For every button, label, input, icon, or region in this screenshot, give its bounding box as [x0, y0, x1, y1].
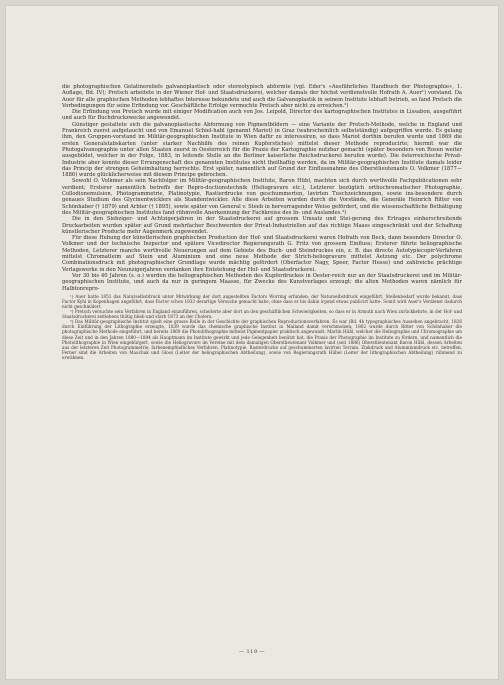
document-page [6, 6, 498, 679]
paragraph-2: Die Erfindung von Pretsch wurde mit einiger Modification auch von Jos. Leipold, Director des kartographischen Institutes in Lissabon, ausgeführt und auch für Buchdruckzwecke angewendet. [62, 109, 462, 122]
main-text-block [62, 84, 462, 360]
paragraph-7: Vor 30 bis 40 Jahren (s. o.) wurden die heliographischen Methoden des Kupferdruckes in Oester-reich nur an der Staatsdruckerei und im Militär-geographischen Institute, und auch da nur in geringem Maasse, für Zwecke des Kunstverlages erzeugt; die alten Methoden waren nämlich für Halbtonrepro- [62, 272, 462, 292]
paragraph-1: die photographischen Gelatinereliefs galvanoplastisch oder stereotypisch abformte (vgl. Eder's »Ausführliches Handbuch der Photographie«, 1. Auflage, Bd. IV); Pretsch arbeitete in der Wiener Hof- und Staatsdruckerei, welcher damals der höchst verdienstvolle Hofrath A. Auer¹) vorstand. Da Auer für alle graphischen Methoden lebhaftes Interesse bekundete und auch die Galvanoplastik in seinem Institute lebhaft betrieb, so fand Pretsch die Vorbedingungen für seine Erfindung vor. Geschäftliche Erfolge vermochte Pretsch aber nicht zu erreichen.²) [62, 84, 462, 109]
paragraph-5: Die in den Siebziger- und Achtzigerjahren in der Staatsdruckerei auf grossem Umsatz und Stei-gerung des Ertrages einherschreitende Druckarbeiten wurden später auf Grund mehrfacher Beschwerden der Privat-Industriellen auf das richtige Maass eingeschränkt und der Schaffung künstlerischer Producte mehr Augenmerk zugewendet. [62, 216, 462, 235]
footnote-2: ²) Pretsch versuchte sein Verfahren in England einzuführen, scheiterte aber dort an den geschäftlichen Schwierigkeiten, so dass er in Armuth nach Wien zurückkehrte, in der Hof- und Staatsdruckerei zeitlebens thätig blieb und starb 1873 an der Cholera. [62, 309, 462, 320]
paragraph-6: Für diese Hebung der künstlerischen graphischen Production der Hof- und Staatsdruckerei waren Hofrath von Beck, dann besonders Director O. Volkmer und der technische Inspector und spätere Vicedirector Regierungsrath G. Fritz von grossem Einfluss; Ersterer führte heliographische Methoden, Letzterer manche werthvolle Neuerungen auf dem Gebiete des Buch- und Steindruckes ein, z. B. das directe Autotypiecopir-Verfahren mittelst Chromatleim auf Stein und Aluminium und eine neue Methode der Strich-heliogravure mittelst Aetzung etc. Der polychrome Combinationsdruck mit photographischer Grundlage wurde mächtig gefördert (Oberfactor Nagy, Speer, Factor Hesse) und zahlreiche prächtige Verlagswerke in den Neunzigerjahren verdanken ihre Entstehung der Hof- und Staatsdruckerei. [62, 235, 462, 273]
corner-mark [480, 668, 494, 675]
paragraph-4: Sowohl O. Volkmer als sein Nachfolger im Militär-geographischen Institute, Baron Hübl, machten sich durch werthvolle Fachpublicationen sehr verdient; Ersterer namentlich betreffs der Repro-ductionstechnik (Heliogravure etc.), Letzterer bezüglich orthochromatischer Photographie, Collodionemulsion, Photogrammetrie, Platinotypie, Rastierdrucke von geschummerten, lavirten Tuschzeichnungen, sowie ins-besondere durch genaues Studium des Glycinentwicklers als Standentwickler. Alle diese Arbeiten wurden durch die Vorstände, die Generäle Heinrich Ritter von Schönhaber († 1879) und Arbter († 1895), sowie später von General v. Steeb in hervorragender Weise gefördert, und die wissenschaftliche Bethätigung des Militär-geographischen Institutes fand rühmvolle Anerkennung der Fachkreise des In- und Auslandes.³) [62, 178, 462, 216]
footnotes [62, 294, 462, 360]
footnote-1: ¹) Auer hatte 1851 das Naturselbstdruck unter Mitwirkung der dort angestellten Factors Worring erfunden; der Naturselbstdruck eingeführt, Stellenbedarf wurde bekannt, dass Factor Kyhl in Kopenhagen angeführt, dass Factor schon 1833 derartige Versuche gemacht habe, ohne dass er bis dahin irgend etwas publicirt hatte. Somit wird Auer's Verdienst dadurch nicht geschmälert. [62, 293, 462, 309]
paragraph-3: Günstiger gestaltete sich die galvanoplastische Abformung von Pigmentbildern — eine Variante der Pretsch-Methode, welche in England und Frankreich zuerst aufgetaucht und von Emanuel Schiel-habl (genannt Mariot) in Graz (wahrscheinlich selbstständig) aufgegriffen wurde. Es gelang ihm, den Gruppen-vorstand im Militär-geographischen Institute in Wien dafür zu interessiren, so dass Mariot dorthin berufen wurde und 1869 die ersten Generalstabskarten (unter starker Nachhilfe des reinen Kupferstiches) mittelst dieser Methode reproducirte; hiermit war die Photogalvanographie unter allen Staaten zuerst in Oesterreich für die Praxis der Kartographie nutzbar gemacht (später besonders von Rosen weiter ausgebildet, welcher in der Folge, 1883, in leitende Stelle an die Berliner kaiserliche Reichsdruckerei berufen wurde). Die österreichische Privat-Industrie aber konnte dieser Errungenschaft des genannten Institutes nicht theilhaftig werden, da im Militär-geographischen Institute damals leider das Princip der strengen Geheimhaltung herrschte. Erst später, namentlich auf Grund der Einflussnahme des Oberstlieutenants O. Volkmer (1877—1886) wurde glücklicherweise mit diesem Principe gebrochen. [62, 121, 462, 179]
page-number: — 119 — [238, 649, 266, 655]
footnote-3: ³) Das Militär-geographische Institut spielt eine grosse Rolle in der Geschichte der graphischen Reproductionsverfahren. Es war (Bd. 4b typographisches Aussehen angebracht, 1826 durch Einführung der Lithographie erzeugte, 1839 wurde das chemische graphische Institut in Mailand damit verschmolzen; 1862 wurde durch Ritter von Schönhaber die photographische Methode eingeführt, und bereits 1869 die Photolithographie mittelst Pigmentpapier praktisch angewandt. Martin Hübl, welcher die Heliographie und Chromographie um diese Zeit und in den Jahren 1880—1894 als Hauptmann im Institute gewirkt und jede Gelegenheit benützt hat, die Praxis der Photographie im Institute zu fördern, und namentlich die Photolithographie in Wien eingebürgert, sowie die Heliogravure im Vereine mit dem damaligen Oberstlieutenant Volkmer und (seit 1886) Oberstlieutenant Baron Hübl, dessen Arbeiten aus der letzteren Zeit Photogrammetrie, farbenempfindliches Verfahren, Platinotypie, Rasterdrucke auf geschummerten lavirten Terrain, Zinkdruck und Aluminiumdruck etc. betreffen, Ferner sind die Arbeiten von Mauchak und Gloss (Leiter der heliographischen Abtheilung), sowie von Regierungsrath Hübel (Leiter der lithographischen Abtheilung) rühmend zu erwähnen. [62, 319, 462, 360]
